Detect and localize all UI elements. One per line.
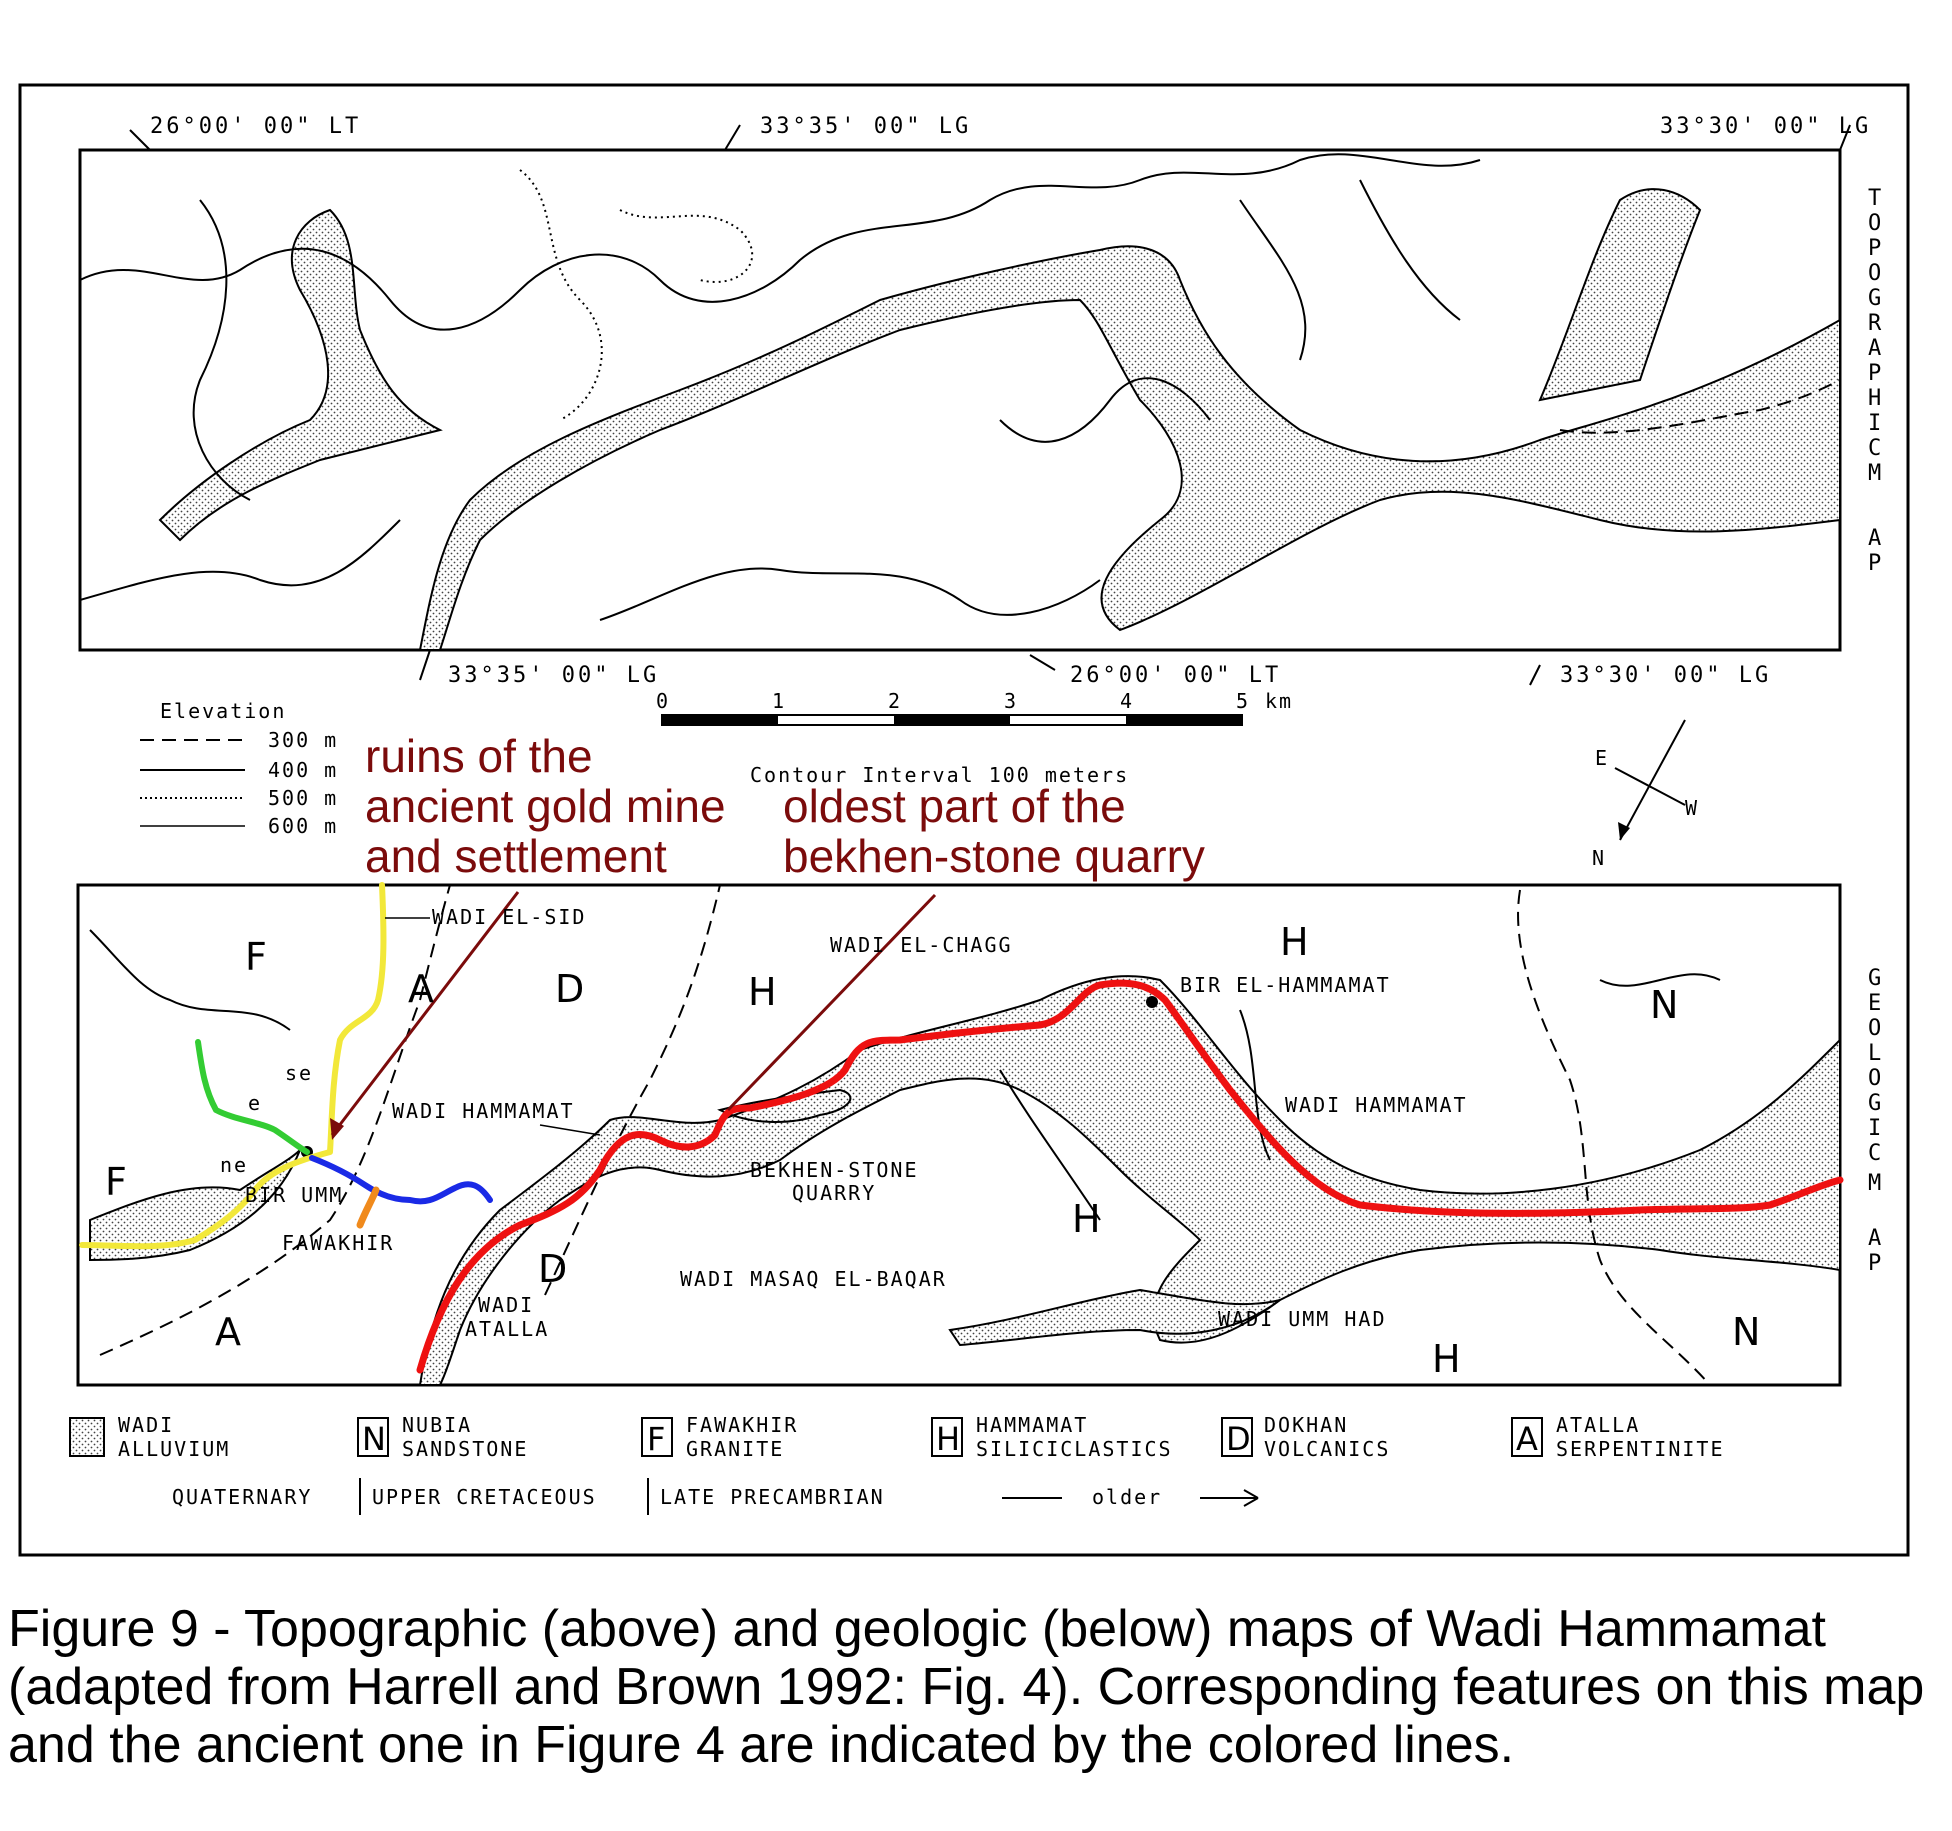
label-wadi-masaq: WADI MASAQ EL-BAQAR bbox=[680, 1267, 947, 1291]
svg-text:FAWAKHIR: FAWAKHIR bbox=[686, 1413, 799, 1437]
label-fawakhir: FAWAKHIR bbox=[282, 1231, 395, 1255]
scale-tick-0: 0 bbox=[656, 689, 671, 713]
unit-label: F bbox=[245, 935, 267, 979]
svg-text:T: T bbox=[1868, 186, 1885, 211]
svg-text:HAMMAMAT: HAMMAMAT bbox=[976, 1413, 1089, 1437]
svg-text:SILICICLASTICS: SILICICLASTICS bbox=[976, 1437, 1173, 1461]
svg-text:H: H bbox=[1868, 386, 1885, 411]
label-wadi-hammamat-west: WADI HAMMAMAT bbox=[392, 1099, 575, 1123]
svg-text:ancient gold mine: ancient gold mine bbox=[365, 780, 726, 832]
label-bir-umm: BIR UMM bbox=[245, 1183, 344, 1207]
svg-text:H: H bbox=[936, 1420, 961, 1458]
age-older: older bbox=[1092, 1485, 1163, 1509]
svg-text:and settlement: and settlement bbox=[365, 830, 667, 882]
geology-legend bbox=[70, 1413, 1725, 1515]
age-upper-cretaceous: UPPER CRETACEOUS bbox=[372, 1485, 597, 1509]
legend-unit-alluvium bbox=[70, 1413, 230, 1461]
svg-text:G: G bbox=[1868, 286, 1885, 311]
coord-tick bbox=[130, 130, 150, 150]
geologic-map bbox=[78, 885, 1884, 1385]
legend-label-300: 300 m bbox=[268, 728, 339, 752]
svg-text:O: O bbox=[1868, 1016, 1885, 1041]
svg-text:NUBIA: NUBIA bbox=[402, 1413, 473, 1437]
scale-unit: km bbox=[1265, 689, 1294, 713]
unit-label: D bbox=[538, 1247, 568, 1291]
label-bekhen-quarry-1: BEKHEN-STONE bbox=[750, 1158, 919, 1182]
unit-label: H bbox=[1072, 1197, 1101, 1241]
unit-label: D bbox=[555, 967, 585, 1011]
legend-unit-dokhan bbox=[1222, 1413, 1390, 1461]
svg-text:ruins of the: ruins of the bbox=[365, 730, 593, 782]
unit-label: F bbox=[105, 1160, 127, 1204]
unit-label: N bbox=[1732, 1310, 1761, 1354]
svg-text:C: C bbox=[1868, 436, 1885, 461]
unit-label: A bbox=[408, 967, 434, 1011]
label-wadi-atalla-2: ATALLA bbox=[465, 1317, 550, 1341]
svg-text:A: A bbox=[1868, 336, 1885, 361]
contour-interval: Contour Interval 100 meters bbox=[750, 763, 1130, 787]
legend-unit-hammamat bbox=[932, 1413, 1173, 1461]
svg-text:WADI: WADI bbox=[118, 1413, 175, 1437]
svg-text:E: E bbox=[1868, 991, 1885, 1016]
coord-tick bbox=[1030, 655, 1055, 670]
compass-e: E bbox=[1595, 746, 1610, 770]
unit-label: H bbox=[1432, 1337, 1461, 1381]
label-bekhen-quarry-2: QUARRY bbox=[792, 1181, 877, 1205]
geo-map-frame bbox=[78, 885, 1840, 1385]
bir-el-hammamat-well bbox=[1146, 996, 1158, 1008]
svg-text:O: O bbox=[1868, 211, 1885, 236]
topo-side-label bbox=[1868, 186, 1884, 576]
svg-text:L: L bbox=[1868, 1041, 1885, 1066]
scale-tick-2: 2 bbox=[888, 689, 903, 713]
svg-text:M: M bbox=[1868, 1171, 1885, 1196]
scale-tick-4: 4 bbox=[1120, 689, 1135, 713]
legend-unit-fawakhir bbox=[642, 1413, 798, 1461]
legend-label-500: 500 m bbox=[268, 786, 339, 810]
label-e: e bbox=[248, 1091, 263, 1115]
svg-text:ALLUVIUM: ALLUVIUM bbox=[118, 1437, 231, 1461]
compass-w: W bbox=[1685, 796, 1700, 820]
svg-text:C: C bbox=[1868, 1141, 1885, 1166]
geo-side-label bbox=[1868, 966, 1884, 1276]
label-ne: ne bbox=[220, 1153, 249, 1177]
compass bbox=[1592, 720, 1699, 870]
legend-label-400: 400 m bbox=[268, 758, 339, 782]
coord-top-left: 26°00' 00" LT bbox=[150, 114, 362, 139]
unit-label: H bbox=[1280, 920, 1309, 964]
svg-text:A: A bbox=[1516, 1420, 1538, 1458]
coord-bottom-left: 33°35' 00" LG bbox=[448, 663, 660, 688]
svg-text:VOLCANICS: VOLCANICS bbox=[1264, 1437, 1391, 1461]
svg-text:D: D bbox=[1226, 1420, 1251, 1458]
coord-top-right: 33°30' 00" LG bbox=[1660, 114, 1872, 139]
legend-label-600: 600 m bbox=[268, 814, 339, 838]
age-quaternary: QUATERNARY bbox=[172, 1485, 313, 1509]
svg-text:GRANITE: GRANITE bbox=[686, 1437, 785, 1461]
unit-label: H bbox=[748, 970, 777, 1014]
svg-text:ATALLA: ATALLA bbox=[1556, 1413, 1641, 1437]
svg-text:R: R bbox=[1868, 311, 1885, 336]
svg-text:I: I bbox=[1868, 1116, 1885, 1141]
annotation-gold-mine bbox=[365, 730, 726, 882]
svg-text:DOKHAN: DOKHAN bbox=[1264, 1413, 1349, 1437]
label-wadi-el-sid: WADI EL-SID bbox=[432, 905, 587, 929]
coord-bottom-right: 33°30' 00" LG bbox=[1560, 663, 1772, 688]
svg-text:F: F bbox=[647, 1420, 666, 1458]
svg-text:SANDSTONE: SANDSTONE bbox=[402, 1437, 529, 1461]
svg-text:oldest part of the: oldest part of the bbox=[783, 780, 1126, 832]
svg-text:SERPENTINITE: SERPENTINITE bbox=[1556, 1437, 1725, 1461]
svg-text:N: N bbox=[362, 1420, 386, 1458]
scale-tick-3: 3 bbox=[1004, 689, 1019, 713]
legend-unit-atalla bbox=[1512, 1413, 1725, 1461]
unit-label: N bbox=[1650, 983, 1679, 1027]
label-wadi-umm-had: WADI UMM HAD bbox=[1218, 1307, 1387, 1331]
coord-bottom-middle: 26°00' 00" LT bbox=[1070, 663, 1282, 688]
scale-tick-1: 1 bbox=[772, 689, 787, 713]
unit-label: A bbox=[215, 1310, 241, 1354]
svg-text:A: A bbox=[1868, 526, 1885, 551]
age-late-precambrian: LATE PRECAMBRIAN bbox=[660, 1485, 885, 1509]
svg-text:P: P bbox=[1868, 361, 1885, 386]
svg-text:O: O bbox=[1868, 1066, 1885, 1091]
svg-text:G: G bbox=[1868, 1091, 1885, 1116]
coord-tick bbox=[1530, 665, 1540, 685]
svg-text:bekhen-stone quarry: bekhen-stone quarry bbox=[783, 830, 1205, 882]
compass-n: N bbox=[1592, 846, 1607, 870]
svg-text:M: M bbox=[1868, 461, 1885, 486]
svg-text:P: P bbox=[1868, 1251, 1885, 1276]
svg-text:O: O bbox=[1868, 261, 1885, 286]
coord-top-middle: 33°35' 00" LG bbox=[760, 114, 972, 139]
label-wadi-atalla-1: WADI bbox=[478, 1293, 535, 1317]
legend-unit-nubia bbox=[358, 1413, 528, 1461]
scale-tick-5: 5 bbox=[1236, 689, 1251, 713]
coord-tick bbox=[420, 650, 430, 680]
coord-tick bbox=[725, 125, 740, 150]
svg-text:P: P bbox=[1868, 551, 1885, 576]
svg-text:I: I bbox=[1868, 411, 1885, 436]
annotation-quarry bbox=[783, 780, 1205, 882]
scale-bar bbox=[656, 689, 1293, 787]
label-wadi-hammamat-east: WADI HAMMAMAT bbox=[1285, 1093, 1468, 1117]
legend-title: Elevation bbox=[160, 699, 287, 723]
label-bir-el-hammamat: BIR EL-HAMMAMAT bbox=[1180, 973, 1391, 997]
label-se: se bbox=[285, 1061, 314, 1085]
topographic-map bbox=[80, 114, 1884, 688]
label-wadi-el-chagg: WADI EL-CHAGG bbox=[830, 933, 1013, 957]
svg-text:P: P bbox=[1868, 236, 1885, 261]
figure-caption: Figure 9 - Topographic (above) and geologic (below) maps of Wadi Hammamat (adapted from Harrell and Brown 1992: Fig. 4). Corresponding features on this map and the ancient one in Figure 4 are indicated by the colored lines. bbox=[8, 1600, 1925, 1774]
svg-text:G: G bbox=[1868, 966, 1885, 991]
elevation-legend bbox=[140, 699, 338, 838]
svg-text:A: A bbox=[1868, 1226, 1885, 1251]
